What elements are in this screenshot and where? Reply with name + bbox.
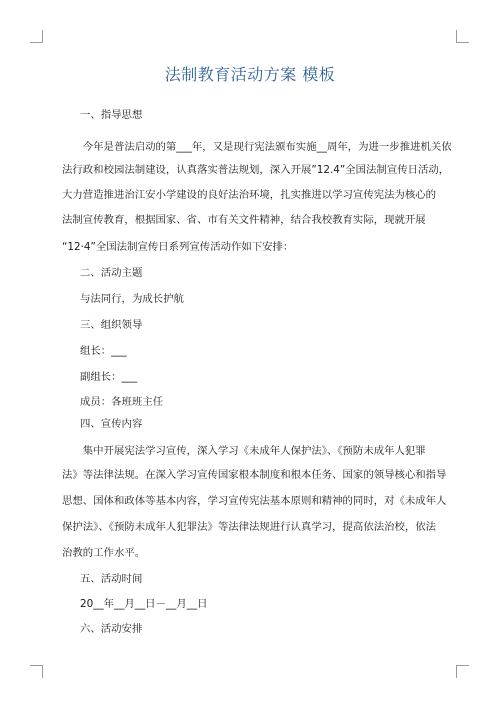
theme-text: 与法同行，为成长护航 — [80, 293, 184, 305]
heading-publicity-content: 四、宣传内容 — [80, 418, 143, 430]
body-line: 思想、国体和政体等基本内容，学习宣传宪法基本原则和精神的同时，对《未成年人 — [62, 495, 447, 507]
members-line: 成员：各班班主任 — [80, 396, 164, 408]
crop-mark-bottom-right — [456, 665, 469, 678]
heading-activity-theme: 二、活动主题 — [80, 267, 143, 279]
body-line: 法制宣传教育，根据国家、省、市有关文件精神，结合我校教育实际，现就开展 — [62, 214, 426, 226]
heading-guiding-ideology: 一、指导思想 — [80, 109, 143, 121]
body-line: 大力营造推进治江安小学建设的良好法治环境，扎实推进以学习宣传宪法为核心的 — [62, 189, 437, 201]
body-line: 法》等法律法规。在深入学习宣传国家根本制度和根本任务、国家的领导核心和指导 — [62, 469, 447, 481]
body-line: “12·4”全国法制宣传日系列宣传活动作如下安排： — [62, 241, 294, 253]
heading-organization: 三、组织领导 — [80, 319, 143, 331]
body-line: 今年是普法启动的第___年，又是现行宪法颁布实施__周年，为进一步推进机关依 — [62, 141, 452, 153]
activity-date-range: 20__年__月__日－__月__日 — [80, 598, 208, 610]
crop-mark-top-right — [456, 30, 469, 43]
body-line: 治教的工作水平。 — [62, 547, 146, 559]
heading-activity-arrangement: 六、活动安排 — [80, 623, 143, 635]
crop-mark-bottom-left — [30, 665, 43, 678]
heading-activity-time: 五、活动时间 — [80, 573, 143, 585]
body-line: 保护法》、《预防未成年人犯罪法》等法律法规进行认真学习，提高依法治校，依法 — [62, 521, 437, 533]
leader-line: 组长：___ — [80, 345, 127, 357]
document-title: 法制教育活动方案 模板 — [164, 65, 336, 84]
crop-mark-top-left — [30, 30, 43, 43]
deputy-leader-line: 副组长：___ — [80, 371, 138, 383]
body-line: 集中开展宪法学习宣传，深入学习《未成年人保护法》、《预防未成年人犯罪 — [62, 445, 426, 457]
body-line: 法行政和校园法制建设，认真落实普法规划，深入开展”12.4”全国法制宣传日活动， — [62, 164, 450, 176]
